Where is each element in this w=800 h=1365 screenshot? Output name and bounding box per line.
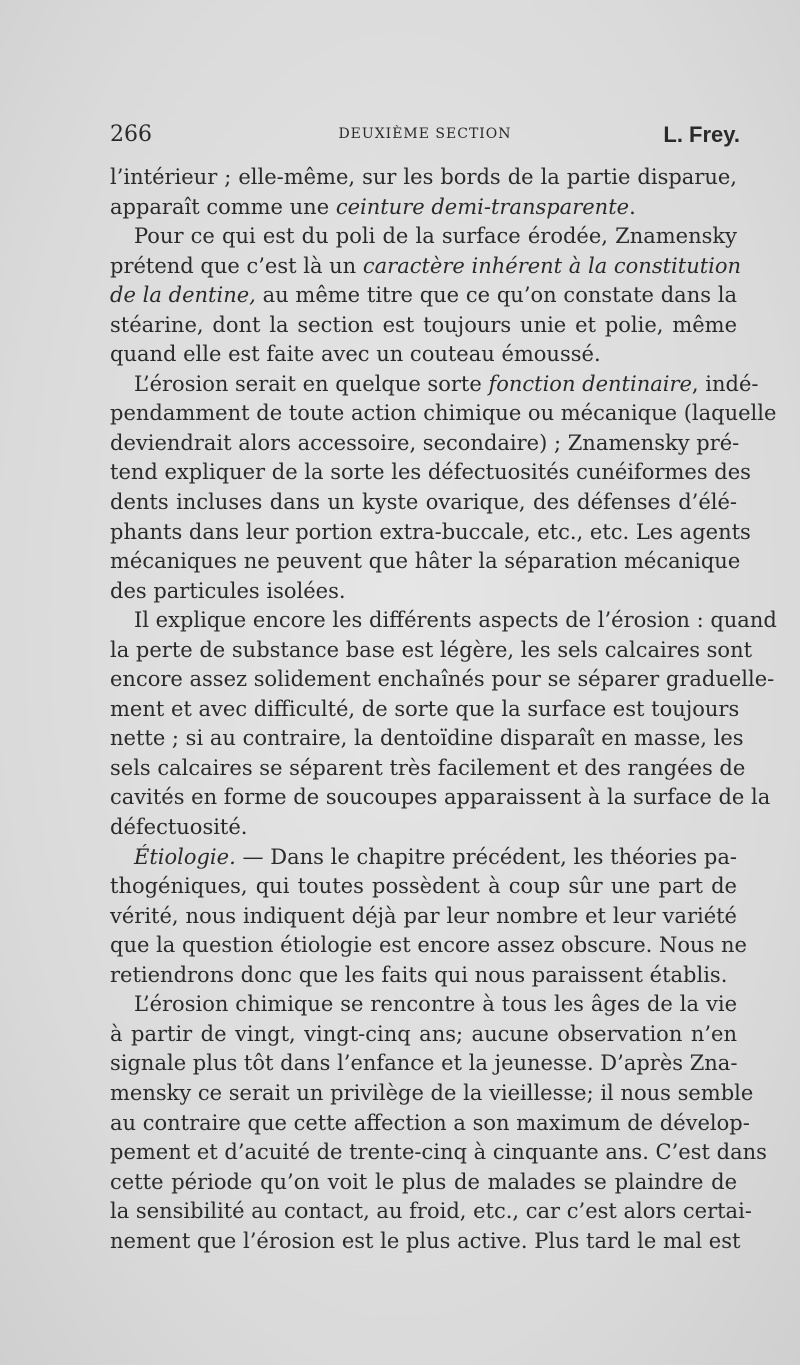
- text-line: [110, 222, 737, 252]
- text-line: [110, 340, 737, 370]
- text-line: [110, 902, 737, 932]
- page-number: 266: [110, 122, 152, 147]
- line-text: sels calcaires se séparent très facilement et des rangées de: [110, 755, 746, 780]
- text-line: [110, 931, 747, 961]
- text-line: [110, 1079, 754, 1109]
- text-line: [110, 252, 742, 282]
- text-line: [110, 1020, 737, 1050]
- line-text: quand elle est faite avec un couteau émoussé.: [110, 342, 601, 367]
- line-text: cette période qu’on voit le plus de malades se plaindre de: [110, 1169, 737, 1194]
- text-line: [110, 1049, 737, 1079]
- text-line: [110, 547, 741, 577]
- text-line: [110, 754, 746, 784]
- page-header: [110, 122, 740, 154]
- text-line: [110, 193, 737, 223]
- line-text: tend expliquer de la sorte les défectuosités cunéiformes des: [110, 460, 751, 485]
- line-text: thogéniques, qui toutes possèdent à coup sûr une part de: [110, 874, 737, 899]
- text-line: [110, 1227, 741, 1257]
- line-text: Il explique encore les différents aspects de l’érosion : quand: [134, 608, 777, 633]
- line-text: vérité, nous indiquent déjà par leur nombre et leur variété: [110, 903, 737, 928]
- italic-text: de la dentine,: [110, 283, 256, 308]
- running-head: DEUXIÈME SECTION: [338, 126, 512, 142]
- line-text: L’érosion serait en quelque sorte: [134, 371, 489, 396]
- italic-text: caractère inhérent à la constitution: [362, 253, 742, 278]
- text-line: [110, 429, 740, 459]
- line-text: apparaît comme une: [110, 194, 336, 219]
- line-text: au même titre que ce qu’on constate dans la: [255, 283, 738, 308]
- text-line: [110, 1138, 767, 1168]
- line-text: au contraire que cette affection a son maximum de dévelop-: [110, 1110, 750, 1135]
- text-line: [110, 1109, 750, 1139]
- line-text: nement que l’érosion est le plus active. Plus tard le mal est: [110, 1228, 741, 1253]
- text-line: [110, 606, 777, 636]
- text-line: [110, 370, 759, 400]
- italic-text: ceinture demi-transparente: [335, 194, 630, 219]
- line-text: signale plus tôt dans l’enfance et la jeunesse. D’après Zna-: [110, 1051, 738, 1076]
- text-line: [110, 163, 737, 193]
- line-text: la perte de substance base est légère, les sels calcaires sont: [110, 637, 753, 662]
- text-line: [110, 783, 771, 813]
- line-text: la sensibilité au contact, au froid, etc., car c’est alors certai-: [110, 1199, 752, 1224]
- text-line: [110, 281, 737, 311]
- text-line: [110, 813, 737, 843]
- text-line: [110, 695, 740, 725]
- line-text: cavités en forme de soucoupes apparaissent à la surface de la: [110, 785, 771, 810]
- italic-text: Étiologie.: [134, 844, 236, 869]
- line-text: Pour ce qui est du poli de la surface érodée, Znamensky: [134, 224, 737, 249]
- line-text: que la question étiologie est encore assez obscure. Nous ne: [110, 933, 747, 958]
- line-text: prétend que c’est là un: [110, 253, 363, 278]
- text-line: [110, 724, 744, 754]
- text-line: [110, 961, 737, 991]
- author-name: L. Frey.: [663, 122, 740, 147]
- line-text: pendamment de toute action chimique ou mécanique (laquelle: [110, 401, 777, 426]
- text-line: [110, 458, 751, 488]
- text-line: [110, 518, 751, 548]
- line-text-after: .: [629, 194, 636, 219]
- line-text: à partir de vingt, vingt-cinq ans; aucune observation n’en: [110, 1021, 737, 1046]
- line-text: défectuosité.: [110, 815, 248, 840]
- line-text: mécaniques ne peuvent que hâter la séparation mécanique: [110, 549, 741, 574]
- line-text: l’intérieur ; elle-même, sur les bords de la partie disparue,: [110, 165, 737, 189]
- line-text: deviendrait alors accessoire, secondaire) ; Znamensky pré-: [110, 430, 740, 455]
- line-text: retiendrons donc que les faits qui nous paraissent établis.: [110, 962, 728, 987]
- text-line: [110, 636, 753, 666]
- italic-text: fonction dentinaire: [488, 371, 692, 396]
- line-text: mensky ce serait un privilège de la vieillesse; il nous semble: [110, 1080, 754, 1105]
- text-line: [110, 488, 737, 518]
- line-text: pement et d’acuité de trente-cinq à cinquante ans. C’est dans: [110, 1140, 767, 1165]
- line-text: — Dans le chapitre précédent, les théories pa-: [235, 844, 737, 869]
- line-text: des particules isolées.: [110, 578, 346, 603]
- body-text: [110, 163, 777, 1256]
- line-text: ment et avec difficulté, de sorte que la surface est toujours: [110, 696, 740, 721]
- text-line: [110, 990, 737, 1020]
- text-line: [110, 665, 775, 695]
- text-line: [110, 399, 777, 429]
- text-line: [110, 311, 737, 341]
- line-text: dents incluses dans un kyste ovarique, des défenses d’élé-: [110, 490, 737, 515]
- line-text-after: , indé-: [691, 371, 759, 396]
- line-text: encore assez solidement enchaînés pour se séparer graduelle-: [110, 667, 775, 692]
- line-text: stéarine, dont la section est toujours unie et polie, même: [110, 312, 737, 337]
- text-line: [110, 872, 737, 902]
- line-text: nette ; si au contraire, la dentoïdine disparaît en masse, les: [110, 726, 744, 751]
- text-line: [110, 1168, 737, 1198]
- text-line: [110, 577, 737, 607]
- text-line: [110, 843, 737, 873]
- line-text: L’érosion chimique se rencontre à tous les âges de la vie: [134, 992, 737, 1017]
- line-text: phants dans leur portion extra-buccale, etc., etc. Les agents: [110, 519, 751, 544]
- text-line: [110, 1197, 752, 1227]
